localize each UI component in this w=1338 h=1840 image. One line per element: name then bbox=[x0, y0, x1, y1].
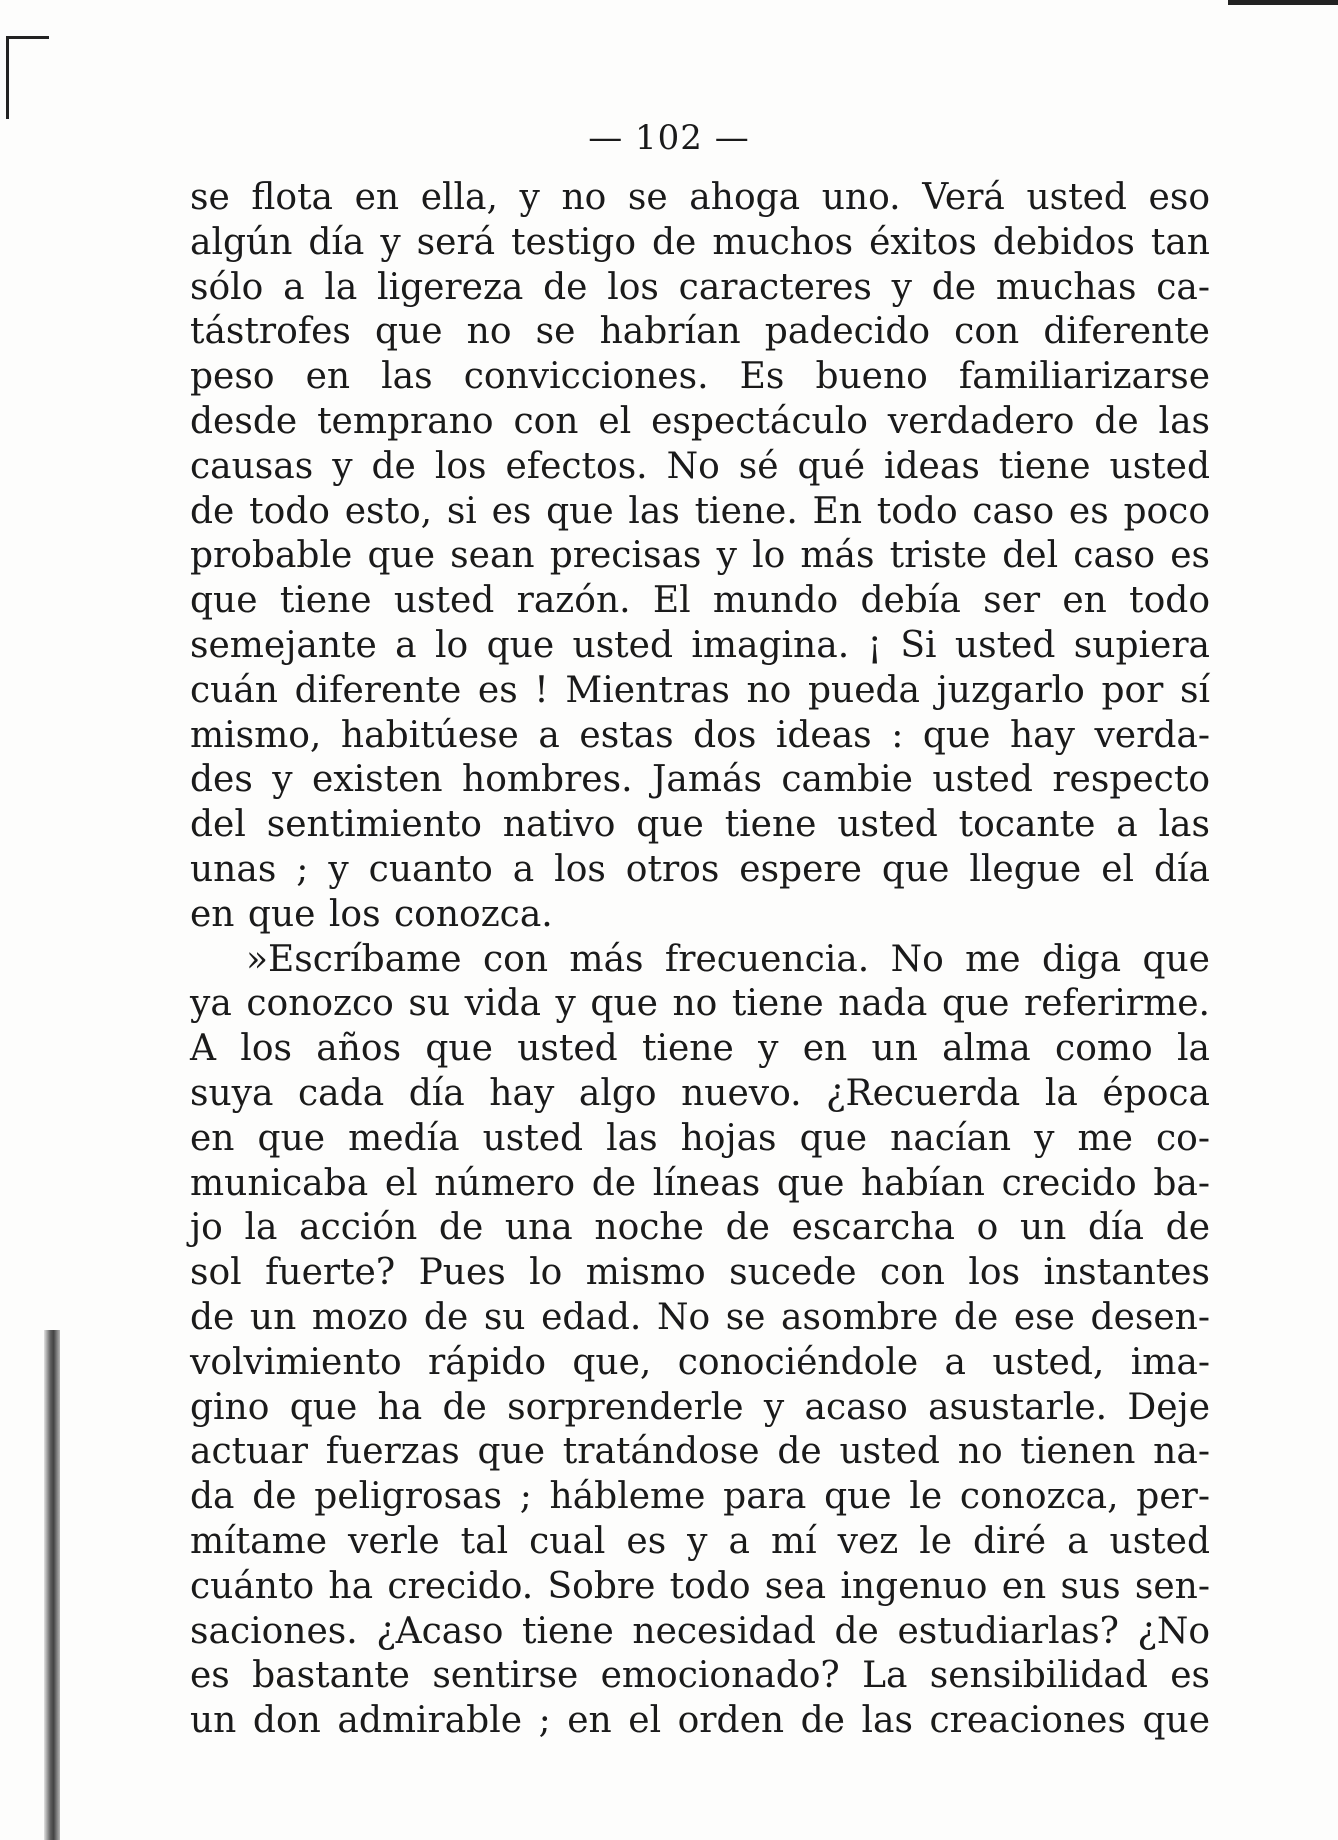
page-number: — 102 — bbox=[588, 118, 750, 158]
binding-shadow bbox=[44, 1330, 60, 1840]
text-line: sol fuerte? Pues lo mismo sucede con los instantes bbox=[190, 1252, 1210, 1294]
text-line: suya cada día hay algo nuevo. ¿Recuerda la época bbox=[190, 1072, 1210, 1114]
text-line: en que los conozca. bbox=[190, 893, 553, 935]
text-line: sólo a la ligereza de los caracteres y de muchas ca- bbox=[190, 266, 1210, 308]
text-line: actuar fuerzas que tratándose de usted no tienen na- bbox=[190, 1431, 1210, 1473]
text-line: cuánto ha crecido. Sobre todo sea ingenuo en sus sen- bbox=[190, 1565, 1210, 1607]
body-text bbox=[190, 176, 1210, 1744]
text-line: ya conozco su vida y que no tiene nada que referirme. bbox=[190, 983, 1210, 1025]
text-line: algún día y será testigo de muchos éxitos debidos tan bbox=[190, 221, 1210, 263]
text-line: probable que sean precisas y lo más triste del caso es bbox=[190, 535, 1210, 577]
text-line: A los años que usted tiene y en un alma como la bbox=[190, 1028, 1210, 1070]
text-line: en que medía usted las hojas que nacían y me co- bbox=[190, 1117, 1210, 1159]
text-line: desde temprano con el espectáculo verdadero de las bbox=[190, 400, 1210, 442]
text-line: de un mozo de su edad. No se asombre de ese desen- bbox=[190, 1296, 1210, 1338]
text-line: volvimiento rápido que, conociéndole a usted, ima- bbox=[190, 1341, 1210, 1383]
text-line: cuán diferente es ! Mientras no pueda juzgarlo por sí bbox=[190, 669, 1210, 711]
text-line: municaba el número de líneas que habían crecido ba- bbox=[190, 1162, 1210, 1204]
text-line: des y existen hombres. Jamás cambie usted respecto bbox=[190, 759, 1210, 801]
text-line: jo la acción de una noche de escarcha o un día de bbox=[190, 1207, 1210, 1249]
text-line: tástrofes que no se habrían padecido con diferente bbox=[190, 311, 1210, 353]
text-line: del sentimiento nativo que tiene usted tocante a las bbox=[190, 804, 1210, 846]
text-line: »Escríbame con más frecuencia. No me diga que bbox=[246, 938, 1210, 980]
text-line: saciones. ¿Acaso tiene necesidad de estudiarlas? ¿No bbox=[190, 1610, 1210, 1652]
text-line: gino que ha de sorprenderle y acaso asustarle. Deje bbox=[190, 1386, 1210, 1428]
text-line: semejante a lo que usted imagina. ¡ Si usted supiera bbox=[190, 624, 1210, 666]
scan-corner-mark bbox=[6, 36, 49, 119]
scan-edge-mark bbox=[1228, 0, 1338, 5]
text-line: unas ; y cuanto a los otros espere que llegue el día bbox=[190, 848, 1210, 890]
text-line: causas y de los efectos. No sé qué ideas tiene usted bbox=[190, 445, 1210, 487]
text-line: da de peligrosas ; hábleme para que le conozca, per- bbox=[190, 1476, 1210, 1518]
text-line: un don admirable ; en el orden de las creaciones que bbox=[190, 1700, 1210, 1742]
text-line: se flota en ella, y no se ahoga uno. Verá usted eso bbox=[190, 177, 1210, 218]
text-line: peso en las convicciones. Es bueno familiarizarse bbox=[190, 356, 1210, 398]
text-line: de todo esto, si es que las tiene. En todo caso es poco bbox=[190, 490, 1210, 532]
text-line: mismo, habitúese a estas dos ideas : que hay verda- bbox=[190, 714, 1210, 756]
text-line: es bastante sentirse emocionado? La sensibilidad es bbox=[190, 1655, 1210, 1697]
text-line: mítame verle tal cual es y a mí vez le diré a usted bbox=[190, 1520, 1210, 1562]
text-line: que tiene usted razón. El mundo debía ser en todo bbox=[190, 580, 1210, 622]
